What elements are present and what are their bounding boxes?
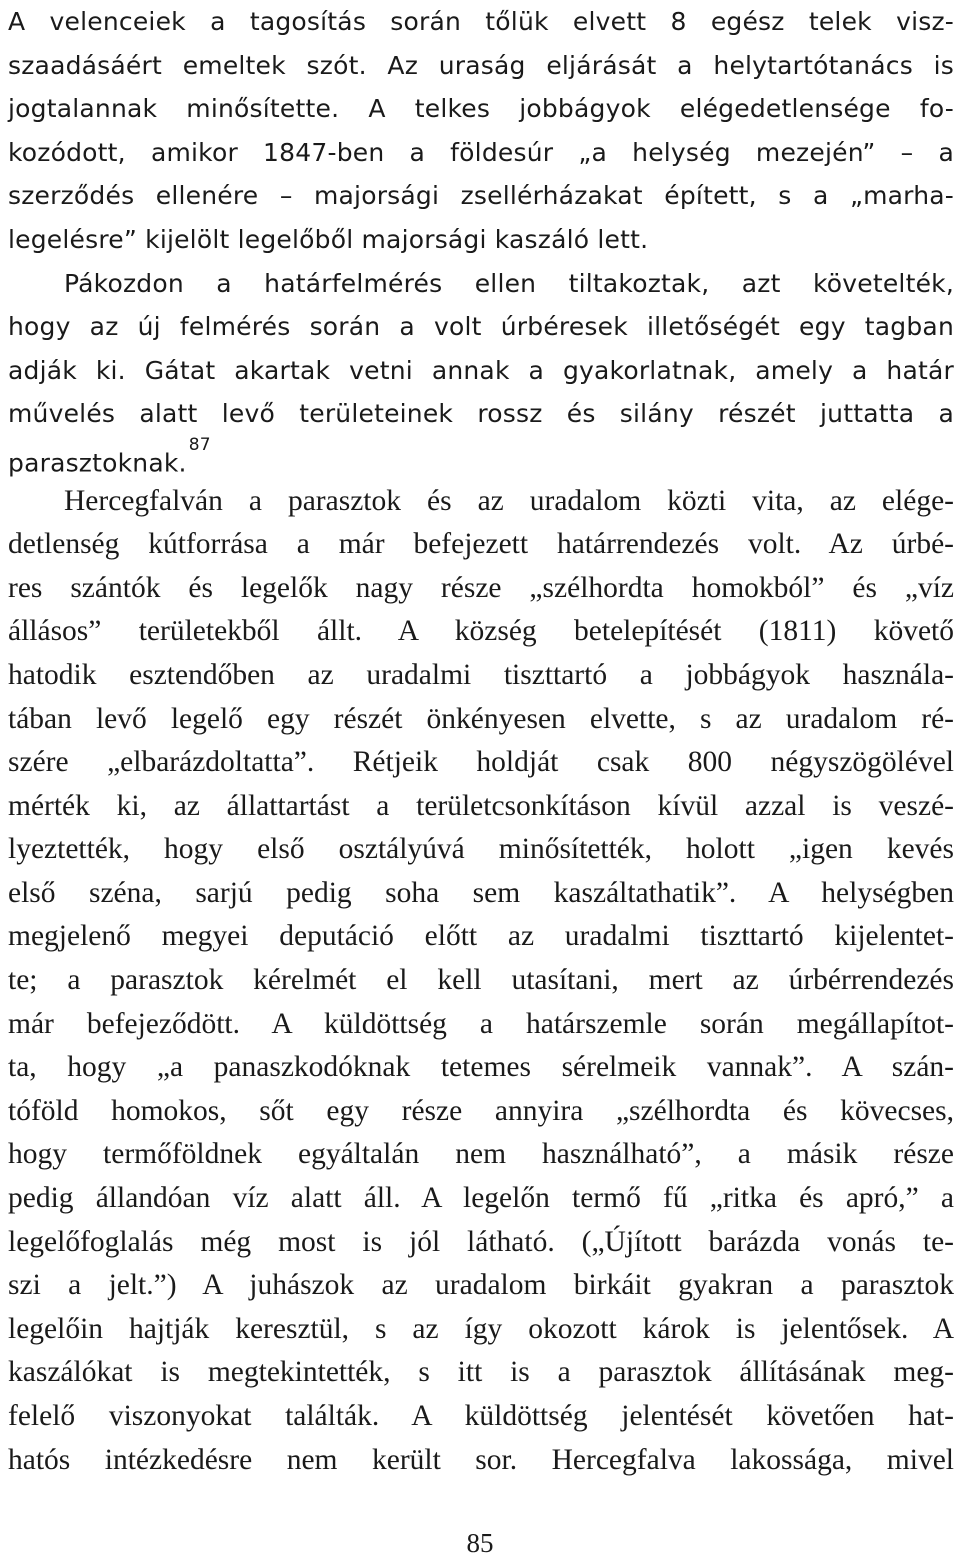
text-line: művelés alatt levő területeinek rossz és silány részét juttatta a — [8, 399, 954, 429]
text-line: mérték ki, az állattartást a területcsonkításon kívül azzal is veszé- — [8, 789, 954, 822]
text-line: hatós intézkedésre nem került sor. Hercegfalva lakossága, mivel — [8, 1443, 954, 1476]
text-line: detlenség kútforrása a már befejezett határrendezés volt. Az úrbé- — [8, 528, 954, 561]
text-line: első széna, sarjú pedig soha sem kaszáltathatik”. A helységben — [8, 876, 954, 909]
text-line: te; a parasztok kérelmét el kell utasítani, mert az úrbérrendezés — [8, 964, 954, 997]
text-line: ta, hogy „a panaszkodóknak tetemes sérelmeik vannak”. A szán- — [8, 1051, 954, 1084]
text-line: tóföld homokos, sőt egy része annyira „szélhordta és kövecses, — [8, 1094, 954, 1127]
paragraph-2 — [8, 262, 954, 480]
text-line: pedig állandóan víz alatt áll. A legelőn termő fű „ritka és apró,” a — [8, 1182, 954, 1215]
paragraph-3 — [8, 480, 954, 1483]
text-line: legelőfoglalás még most is jól látható. („Újított barázda vonás te- — [8, 1225, 954, 1258]
text-line: kozódott, amikor 1847-ben a földesúr „a helység mezején” – a — [8, 137, 954, 167]
text-line: tában levő legelő egy részét önkényesen elvette, s az uradalom ré- — [8, 702, 954, 735]
text-line: A velenceiek a tagosítás során tőlük elvett 8 egész telek visz- — [8, 7, 954, 36]
text-line: szerződés ellenére – majorsági zsellérházakat épített, s a „marha- — [8, 181, 954, 211]
text-line: Hercegfalván a parasztok és az uradalom közti vita, az elége- — [64, 484, 954, 517]
text-line: felelő viszonyokat találták. A küldöttség jelentését követően hat- — [8, 1400, 954, 1432]
text-line: Pákozdon a határfelmérés ellen tiltakoztak, azt követelték, — [64, 268, 954, 298]
text-line-with-footnote — [8, 436, 954, 480]
paragraph-1 — [8, 0, 954, 262]
text-line: szi a jelt.”) A juhászok az uradalom birkáit gyakran a parasztok — [8, 1269, 954, 1302]
text-line: hogy az új felmérés során a volt úrbéresek illetőségét egy tagban — [8, 312, 954, 342]
text-line: legelésre” kijelölt legelőből majorsági kaszáló lett. — [8, 224, 649, 254]
page-body — [8, 0, 954, 1482]
footnote-reference[interactable]: 87 — [188, 434, 211, 455]
text-line: szaadásáért emeltek szót. Az uraság eljárását a helytartótanács is — [8, 50, 954, 80]
page-number: 85 — [466, 1528, 494, 1558]
text-line: megjelenő megyei deputáció előtt az uradalmi tiszttartó kijelentet- — [8, 920, 954, 953]
text-line: res szántók és legelők nagy része „szélhordta homokból” és „víz — [8, 571, 954, 604]
text-line: már befejeződött. A küldöttség a határszemle során megállapítot- — [8, 1007, 954, 1040]
text-line: kaszálókat is megtekintették, s itt is a parasztok állításának meg- — [8, 1356, 954, 1389]
text-line: hatodik esztendőben az uradalmi tiszttartó a jobbágyok használa- — [8, 658, 954, 691]
text-line: jogtalannak minősítette. A telkes jobbágyok elégedetlensége fo- — [8, 94, 954, 124]
text-line: szére „elbarázdoltatta”. Rétjeik holdját csak 800 négyszögölével — [8, 746, 954, 779]
text-line: állásos” területekből állt. A község betelepítését (1811) követő — [8, 615, 954, 648]
text-line: parasztoknak. — [8, 448, 187, 478]
text-line: lyeztették, hogy első osztályúvá minősítették, holott „igen kevés — [8, 833, 954, 866]
text-line: hogy termőföldnek egyáltalán nem használható”, a másik része — [8, 1138, 954, 1171]
text-line: legelőin hajtják keresztül, s az így okozott károk is jelentősek. A — [8, 1312, 954, 1345]
text-line: adják ki. Gátat akartak vetni annak a gyakorlatnak, amely a határ — [8, 355, 954, 385]
